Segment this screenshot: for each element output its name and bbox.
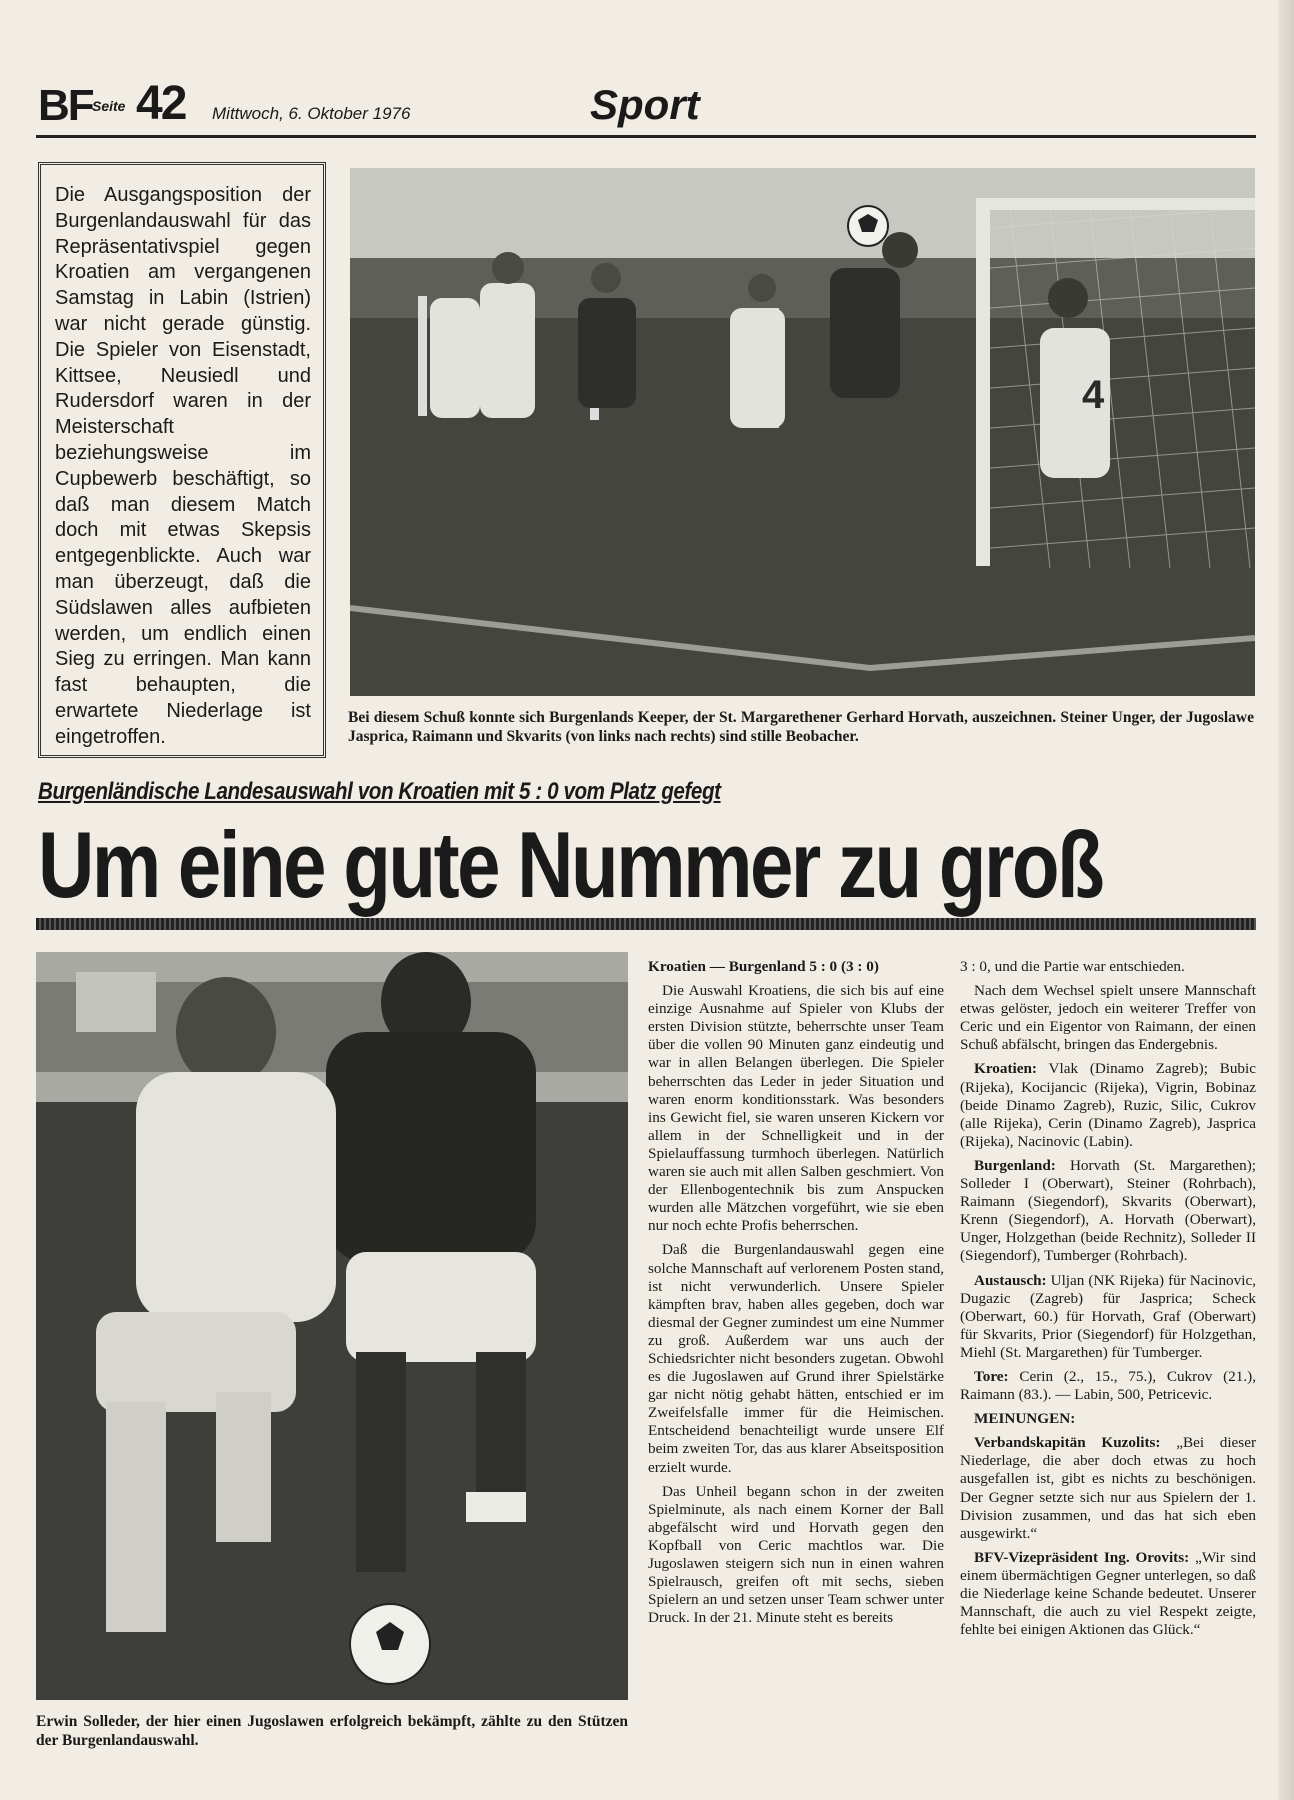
- substitutions-label: Austausch:: [974, 1271, 1047, 1289]
- intro-box: [38, 162, 326, 758]
- article-paragraph: 3 : 0, und die Partie war entschieden.: [960, 958, 1185, 975]
- goals-text: Cerin (2., 15., 75.), Cukrov (21.), Raimann (83.). — Labin, 500, Petricevic.: [960, 1367, 1257, 1404]
- lineup-text: Vlak (Dinamo Zagreb); Bubic (Rijeka), Kocijancic (Rijeka), Vigrin, Bobinaz (beide Dinamo Zagreb), Ruzic, Silic, Cukrov (alle Rijeka), Cerin (Dinamo Zagreb), Jasprica (Rijeka), Nacinovic (Labin).: [960, 1060, 1256, 1150]
- lineup-label: Kroatien:: [974, 1060, 1037, 1078]
- score-line: Kroatien — Burgenland 5 : 0 (3 : 0): [648, 958, 879, 975]
- quote-text: „Wir sind einem übermächtigen Gegner unterlegen, so daß die Niederlage keine Schande bedeutet. Unserer Mannschaft, die auch zu viel Respekt zeigte, fehlte bei einigen Aktionen das Glück.“: [960, 1548, 1257, 1639]
- article-column-1: [648, 958, 944, 1633]
- article-paragraph: Das Unheil begann schon in der zweiten Spielminute, als nach einem Korner der Ball abgefälscht wird und Horvath gegen den Kopfball von Ceric machtlos war. Die Jugoslawen steigern sich nun in einen wahren Spielrausch, greifen oft mit sechs, sieben Spielern an und setzen unser Team schwer unter Druck. In der 21. Minute steht es bereits: [648, 1482, 944, 1627]
- page-label: Seite: [92, 98, 126, 114]
- quote-speaker: Verbandskapitän Kuzolits:: [974, 1434, 1161, 1452]
- goalkeeper-photo-caption: Bei diesem Schuß konnte sich Burgenlands Keeper, der St. Margarethener Gerhard Horvath, auszeichnen. Steiner Unger, der Jugoslawe Jasprica, Raimann und Skvarits (von links nach rechts) sind stille Beobacher.: [348, 709, 1254, 745]
- header-rule: [36, 135, 1256, 138]
- goalkeeper-photo-illustration: [350, 168, 1255, 696]
- page-edge: [1278, 0, 1294, 1800]
- lineup-kroatien: [960, 1060, 1256, 1150]
- quote-speaker: BFV-Vizepräsident Ing. Orovits:: [974, 1548, 1190, 1566]
- newspaper-logo: BF: [38, 81, 93, 130]
- lineup-burgenland: [960, 1157, 1256, 1266]
- quote-kuzolits: [960, 1434, 1256, 1543]
- article-column-2: [960, 958, 1256, 1645]
- page-number: 42: [136, 77, 186, 130]
- headline: Um eine gute Nummer zu groß: [38, 812, 1103, 917]
- goals: [960, 1368, 1256, 1404]
- opinions-heading: MEINUNGEN:: [974, 1410, 1076, 1428]
- headline-rule: [36, 918, 1256, 930]
- solleder-photo: [36, 952, 628, 1700]
- quote-text: „Bei dieser Niederlage, die aber doch etwas zu hoch ausgefallen ist, gibt es nichts zu beschönigen. Der Gegner setzte sich nur aus Spielern der 1. Division zusammen, und das hat sich eben ausgewirkt.“: [960, 1434, 1257, 1542]
- solleder-photo-caption: Erwin Solleder, der hier einen Jugoslawen erfolgreich bekämpft, zählte zu den Stützen der Burgenlandauswahl.: [36, 1713, 628, 1749]
- article-paragraph: Die Auswahl Kroatiens, die sich bis auf eine einzige Ausnahme auf Spieler von Klubs der ersten Division stützte, beherrschte unser Team über die vollen 90 Minuten ganz eindeutig und war in allen Belangen überlegen. Die Spieler beherrschten das Leder in jeder Situation und waren enorm konditionsstark. Was besonders ins Gewicht fiel, sie waren unseren Kickern vor allem in der Schnelligkeit und in der Spielauffassung turmhoch überlegen. Natürlich waren sie auch mit allen Salben geschmiert. Von der Ellenbogentechnik bis zum Anspucken wurden alle Mätzchen vorgeführt, wie sie eben nur noch echte Profis beherrschen.: [648, 982, 944, 1235]
- lineup-label: Burgenland:: [974, 1156, 1056, 1174]
- solleder-photo-illustration: [36, 952, 628, 1700]
- article-paragraph: Daß die Burgenlandauswahl gegen eine solche Mannschaft auf verlorenem Posten stand, ist nicht verwunderlich. Unsere Spieler kämpften brav, haben alles gegeben, doch war diesmal der Gegner zumindest um eine Nummer zu groß. Außerdem war uns auch der Schiedsrichter nicht besonders zugetan. Obwohl es die Jugoslawen auf Grund ihrer Spielstärke gar nicht nötig gehabt hätten, entschied er im Zweifelsfalle immer für die Heimischen. Entscheidend benachteiligt wurde unsere Elf beim zweiten Tor, das aus klarer Abseitsposition erzielt wurde.: [648, 1241, 944, 1476]
- intro-text: Die Ausgangsposition der Burgenlandauswahl für das Repräsentativspiel gegen Kroatien am vergangenen Samstag in Labin (Istrien) war nicht gerade günstig. Die Spieler von Eisenstadt, Kittsee, Neusiedl und Rudersdorf waren in der Meisterschaft beziehungsweise im Cupbewerb beschäftigt, so daß man diesem Match doch mit etwas Skepsis entgegenblickte. Auch war man überzeugt, daß die Südslawen alles aufbieten werden, um endlich einen Sieg zu erringen. Man kann fast behaupten, die erwartete Niederlage ist eingetroffen.: [55, 184, 311, 748]
- jersey-number: 4: [1082, 373, 1105, 417]
- article-paragraph: Nach dem Wechsel spielt unsere Mannschaft etwas gelöster, jedoch ein weiterer Treffer von Ceric und ein Eigentor von Raimann, der einen Schuß abfälscht, bringen das Endergebnis.: [960, 982, 1256, 1054]
- substitutions: [960, 1272, 1256, 1362]
- goals-label: Tore:: [974, 1367, 1009, 1385]
- lineup-text: Horvath (St. Margarethen); Solleder I (Oberwart), Steiner (Rohrbach), Raimann (Siegendorf), Skvarits (Oberwart), Krenn (Siegendorf), A. Horvath (Oberwart), Unger, Holzgethan (beide Rechnitz), Solleder II (Siegendorf), Tumberger (Rohrbach).: [960, 1156, 1257, 1265]
- section-title: Sport: [590, 81, 700, 128]
- issue-date: Mittwoch, 6. Oktober 1976: [212, 104, 411, 123]
- kicker: Burgenländische Landesauswahl von Kroatien mit 5 : 0 vom Platz gefegt: [38, 778, 721, 805]
- substitutions-text: Uljan (NK Rijeka) für Nacinovic, Dugazic (Zagreb) für Jasprica; Scheck (Oberwart, 60.) für Horvath, Graf (Oberwart) für Skvarits, Prior (Siegendorf) für Holzgethan, Miehl (St. Margarethen) für Tumberger.: [960, 1271, 1257, 1361]
- quote-orovits: [960, 1549, 1256, 1639]
- goalkeeper-photo: [350, 168, 1255, 696]
